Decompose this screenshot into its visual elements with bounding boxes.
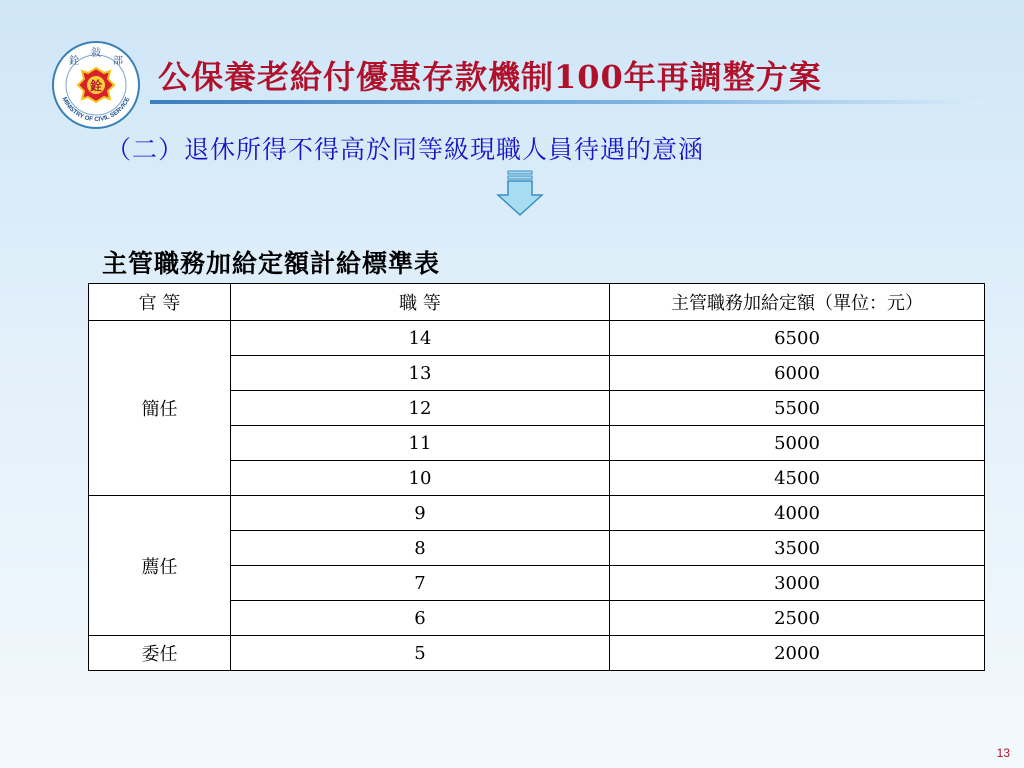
header-grade: 職 等 [231, 284, 610, 321]
header-rank: 官 等 [89, 284, 231, 321]
amount-cell: 6500 [610, 321, 985, 356]
logo-char-3: 部 [113, 56, 123, 67]
header-amount: 主管職務加給定額（單位：元） [610, 284, 985, 321]
section-subtitle: （二）退休所得不得高於同等級現職人員待遇的意涵 [106, 135, 705, 164]
grade-cell: 10 [231, 461, 610, 496]
rank-cell: 委任 [89, 636, 231, 671]
grade-cell: 13 [231, 356, 610, 391]
amount-cell: 2000 [610, 636, 985, 671]
rank-cell: 簡任 [89, 321, 231, 496]
amount-cell: 5500 [610, 391, 985, 426]
logo-char-2: 敍 [91, 48, 101, 59]
table-caption: 主管職務加給定額計給標準表 [102, 249, 441, 278]
amount-cell: 3500 [610, 531, 985, 566]
grade-cell: 8 [231, 531, 610, 566]
table-row [89, 496, 985, 531]
ministry-logo [44, 40, 148, 130]
amount-cell: 3000 [610, 566, 985, 601]
emblem-char: 銓 [89, 79, 103, 93]
page-title: 公保養老給付優惠存款機制100年再調整方案 [158, 58, 822, 96]
amount-cell: 4500 [610, 461, 985, 496]
grade-cell: 5 [231, 636, 610, 671]
title-divider [150, 100, 984, 104]
amount-cell: 4000 [610, 496, 985, 531]
page-number: 13 [996, 746, 1010, 760]
grade-cell: 7 [231, 566, 610, 601]
grade-cell: 11 [231, 426, 610, 461]
table-row [89, 321, 985, 356]
allowance-table [88, 283, 985, 671]
rank-cell: 薦任 [89, 496, 231, 636]
amount-cell: 6000 [610, 356, 985, 391]
table-body [89, 321, 985, 671]
grade-cell: 6 [231, 601, 610, 636]
amount-cell: 5000 [610, 426, 985, 461]
logo-char-1: 銓 [69, 56, 79, 67]
grade-cell: 14 [231, 321, 610, 356]
amount-cell: 2500 [610, 601, 985, 636]
table-header-row [89, 284, 985, 321]
grade-cell: 9 [231, 496, 610, 531]
table-row [89, 636, 985, 671]
grade-cell: 12 [231, 391, 610, 426]
logo-ring-text: MINISTRY OF CIVIL SERVICE [60, 96, 132, 124]
down-arrow-icon [494, 169, 546, 217]
